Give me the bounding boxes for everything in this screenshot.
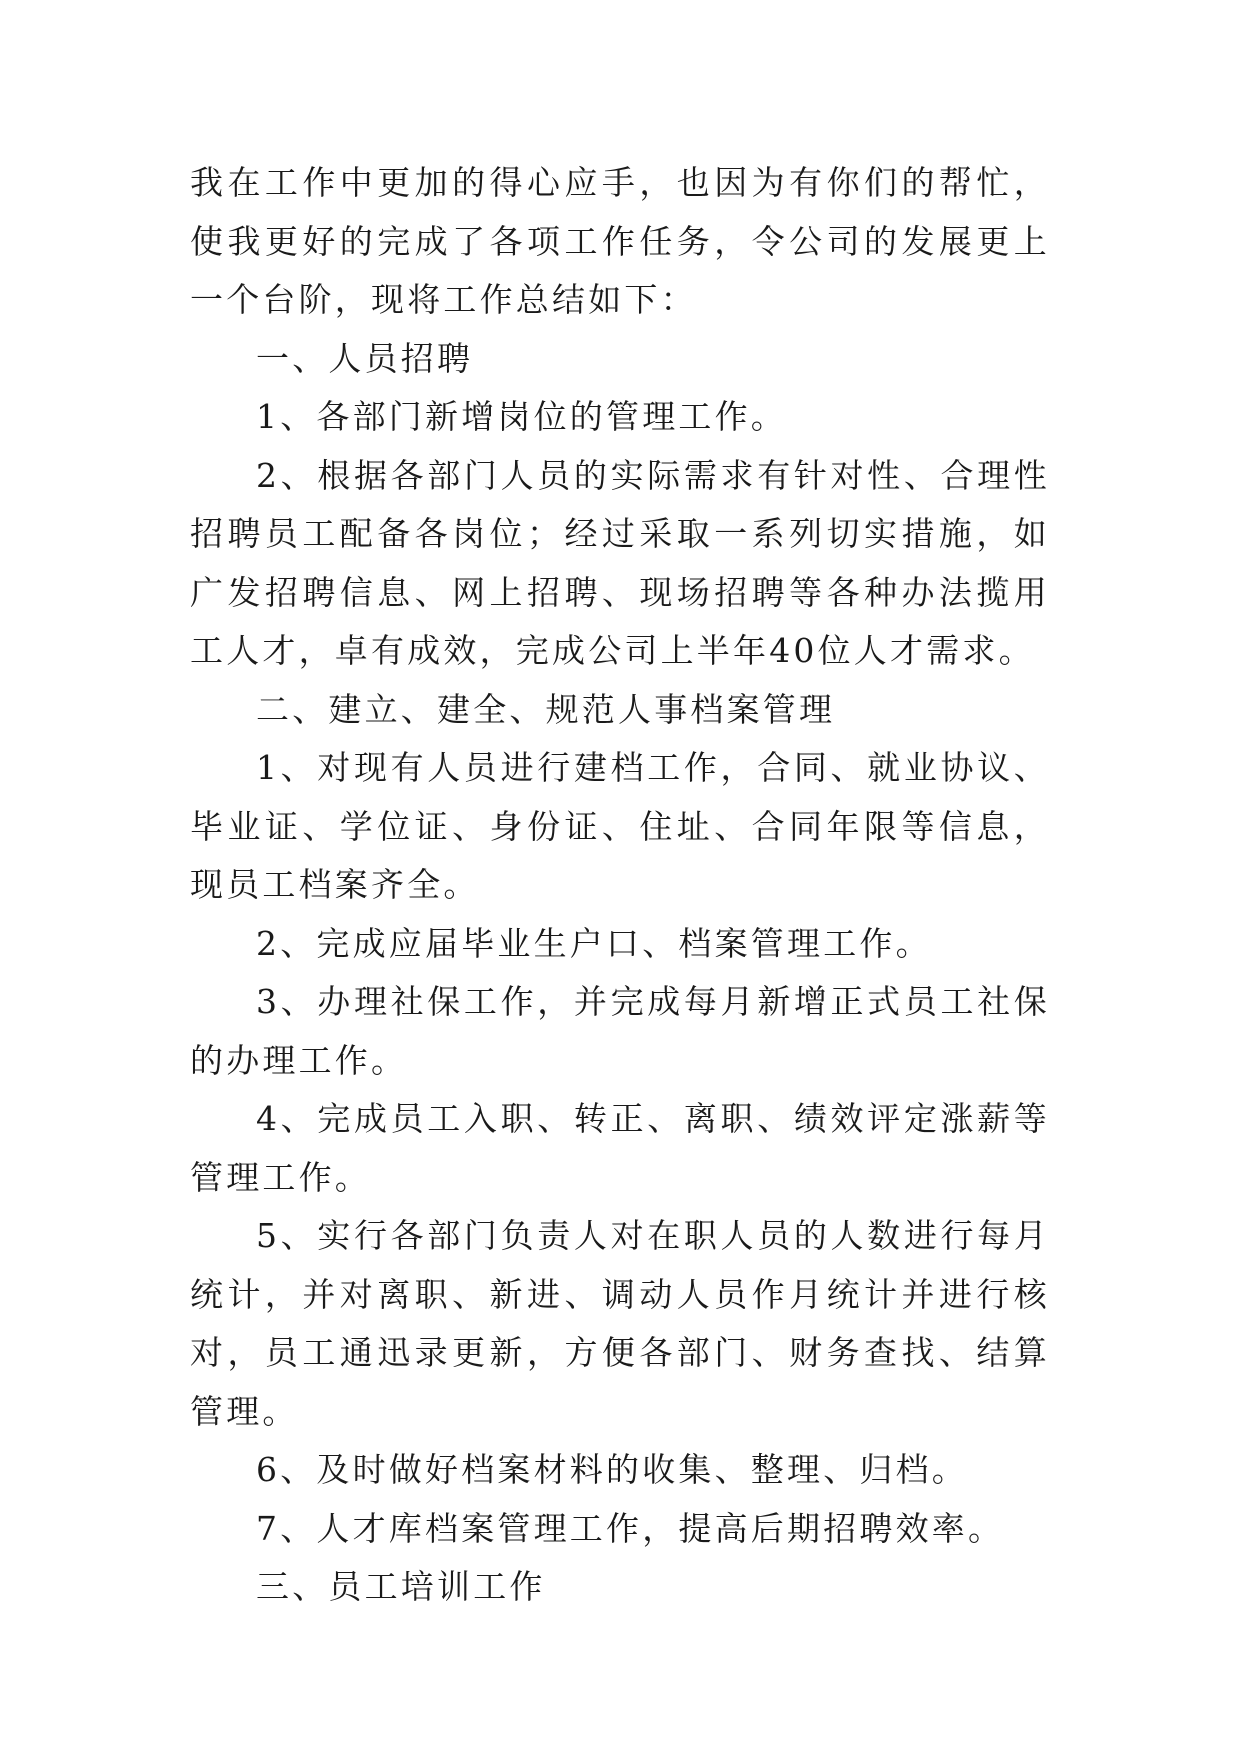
paragraph-item: 1、各部门新增岗位的管理工作。 [256, 397, 787, 436]
heading-recruitment: 一、人员招聘 [256, 338, 474, 378]
paragraph-item: 5、实行各部门负责人对在职人员的人数进行每月统计，并对离职、新进、调动人员作月统计并进行核对，员工通迅录更新，方便各部门、财务查找、结算管理。 [190, 1216, 1050, 1431]
paragraph-item: 3、办理社保工作，并完成每月新增正式员工社保的办理工作。 [190, 982, 1050, 1080]
paragraph-item: 6、及时做好档案材料的收集、整理、归档。 [256, 1450, 968, 1489]
paragraph-item: 1、对现有人员进行建档工作，合同、就业协议、毕业证、学位证、身份证、住址、合同年限等信息，现员工档案齐全。 [190, 748, 1050, 904]
paragraph-item: 2、完成应届毕业生户口、档案管理工作。 [256, 923, 932, 963]
paragraph-item: 2、根据各部门人员的实际需求有针对性、合理性招聘员工配备各岗位；经过采取一系列切实措施，如广发招聘信息、网上招聘、现场招聘等各种办法揽用工人才，卓有成效，完成公司上半年40位人才需求。 [190, 455, 1050, 670]
paragraph-item: 7、人才库档案管理工作，提高后期招聘效率。 [256, 1508, 1005, 1548]
heading-personnel-files: 二、建立、建全、规范人事档案管理 [256, 689, 836, 729]
paragraph-item: 4、完成员工入职、转正、离职、绩效评定涨薪等管理工作。 [190, 1099, 1050, 1197]
document-body [190, 154, 1050, 1617]
paragraph-intro: 我在工作中更加的得心应手，也因为有你们的帮忙，使我更好的完成了各项工作任务，令公司的发展更上一个台阶，现将工作总结如下： [190, 163, 1050, 319]
heading-training: 三、员工培训工作 [256, 1567, 546, 1606]
